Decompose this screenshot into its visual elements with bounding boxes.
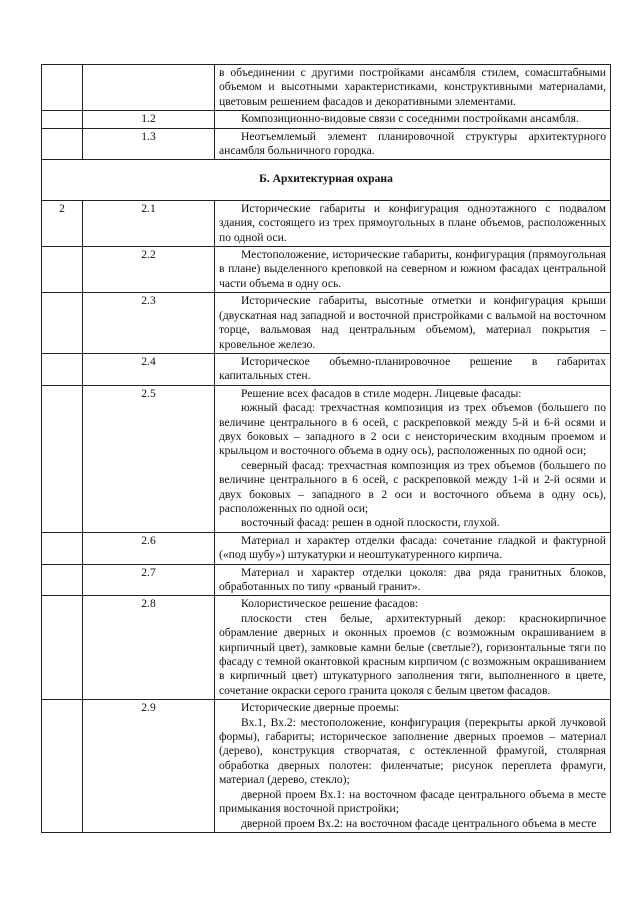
subitem-number [83,65,215,111]
table-row [42,128,611,160]
description-paragraph: Вх.1, Вх.2: местоположение, конфигурация (перекрыты аркой лучковой формы), габариты; историческое заполнение дверных проемов – материал (дерево), конструкция створчатая, с остекленной фрамугой, столярная обработка дверных полотен: филенчатые; рисунок переплета фрамуги, материал (дерево, стекло); [219,715,606,787]
table-row [42,65,611,111]
subitem-number: 2.6 [83,532,215,564]
description-paragraph: северный фасад: трехчастная композиция из трех объемов (большего по величине центрального в 6 осей, с раскреповкой между 1-й и 2-й осями и двух боковых – западного в 2 оси и восточного объема в одну ось), расположенных по одной оси; [219,458,606,515]
table-row [42,532,611,564]
table-row [42,353,611,385]
description-paragraph: Неотъемлемый элемент планировочной структуры архитектурного ансамбля больничного городка. [219,129,606,158]
item-description [215,596,611,700]
description-paragraph: Материал и характер отделки фасада: сочетание гладкой и фактурной («под шубу») штукатурки и неоштукатуренного кирпича. [219,533,606,562]
subitem-number: 2.4 [83,353,215,385]
item-number [42,247,83,293]
protection-subject-table [41,64,611,833]
item-number [42,65,83,111]
item-number [42,128,83,160]
item-description [215,65,611,111]
table-row [42,200,611,246]
item-description [215,200,611,246]
item-number [42,385,83,532]
item-description [215,293,611,354]
description-paragraph: Исторические дверные проемы: [241,701,400,715]
table-row [42,293,611,354]
description-paragraph: дверной проем Вх.2: на восточном фасаде центрального объема в месте [241,816,597,830]
subitem-number: 2.8 [83,596,215,700]
description-paragraph: Композиционно-видовые связи с соседними постройками ансамбля. [241,112,579,126]
item-description [215,700,611,833]
item-number [42,700,83,833]
item-description [215,247,611,293]
table-row [42,111,611,128]
table-row [42,385,611,532]
description-paragraph: дверной проем Вх.1: на восточном фасаде центрального объема в месте примыкания восточной пристройки; [219,787,606,816]
table-row [42,564,611,596]
item-description [215,111,611,128]
item-number [42,596,83,700]
subitem-number: 2.7 [83,564,215,596]
table-row [42,247,611,293]
item-number [42,293,83,354]
description-paragraph: восточный фасад: решен в одной плоскости, глухой. [241,516,500,530]
description-paragraph: Местоположение, исторические габариты, конфигурация (прямоугольная в плане) выделенного креповкой на северном и южном фасадах центральной части объема в одну ось. [219,248,606,290]
section-title: Б. Архитектурная охрана [42,160,611,200]
table-row [42,596,611,700]
subitem-number: 1.3 [83,128,215,160]
subitem-number: 2.2 [83,247,215,293]
description-paragraph: Материал и характер отделки цоколя: два ряда гранитных блоков, обработанных по типу «рваный гранит». [219,565,606,593]
item-number [42,353,83,385]
description-paragraph: в объединении с другими постройками ансамбля стилем, сомасштабными объемом и высотными характеристиками, конструктивными материалами, цветовым решением фасадов и декоративными элементами. [219,66,606,108]
description-paragraph: Историческое объемно-планировочное решение в габаритах капитальных стен. [219,354,606,383]
description-paragraph: Исторические габариты и конфигурация одноэтажного с подвалом здания, состоящего из трех прямоугольных в плане объемов, расположенных по одной оси. [219,201,606,244]
item-description [215,532,611,564]
table-row [42,700,611,833]
item-description [215,353,611,385]
item-description [215,564,611,596]
subitem-number: 2.9 [83,700,215,833]
item-number [42,532,83,564]
description-paragraph: южный фасад: трехчастная композиция из трех объемов (большего по величине центрального в 6 осей, с раскреповкой между 5-й и 6-й осями и двух боковых – западного в 2 оси с неисторическим входным проемом и крыльцом и восточного объема в одну ось), расположенных по одной оси; [219,401,606,458]
subitem-number: 2.5 [83,385,215,532]
item-number [42,564,83,596]
description-paragraph: Исторические габариты, высотные отметки и конфигурация крыши (двускатная над западной и восточной пристройками с вальмой на восточном торце, вальмовая над центральным объемом), материал покрытия – кровельное железо. [219,294,606,351]
item-number [42,111,83,128]
item-description [215,128,611,160]
item-description [215,385,611,532]
description-paragraph: Решение всех фасадов в стиле модерн. Лицевые фасады: [241,386,522,400]
section-heading-row [42,160,611,200]
subitem-number: 1.2 [83,111,215,128]
subitem-number: 2.3 [83,293,215,354]
description-paragraph: плоскости стен белые, архитектурный декор: краснокирпичное обрамление дверных и оконных проемов (с возможным окрашиванием в кирпичный цвет), замковые камни белые (светлые?), горизонтальные тяги по фасаду с темной окантовкой красным кирпичом (с возможным окрашиванием в кирпичный цвет) штукатурного заполнения тяги, выполненного в цвете, сочетание окраски серого гранита цоколя с белым цветом фасадов. [219,611,606,697]
item-number: 2 [42,200,83,246]
subitem-number: 2.1 [83,200,215,246]
description-paragraph: Колористическое решение фасадов: [241,597,419,611]
